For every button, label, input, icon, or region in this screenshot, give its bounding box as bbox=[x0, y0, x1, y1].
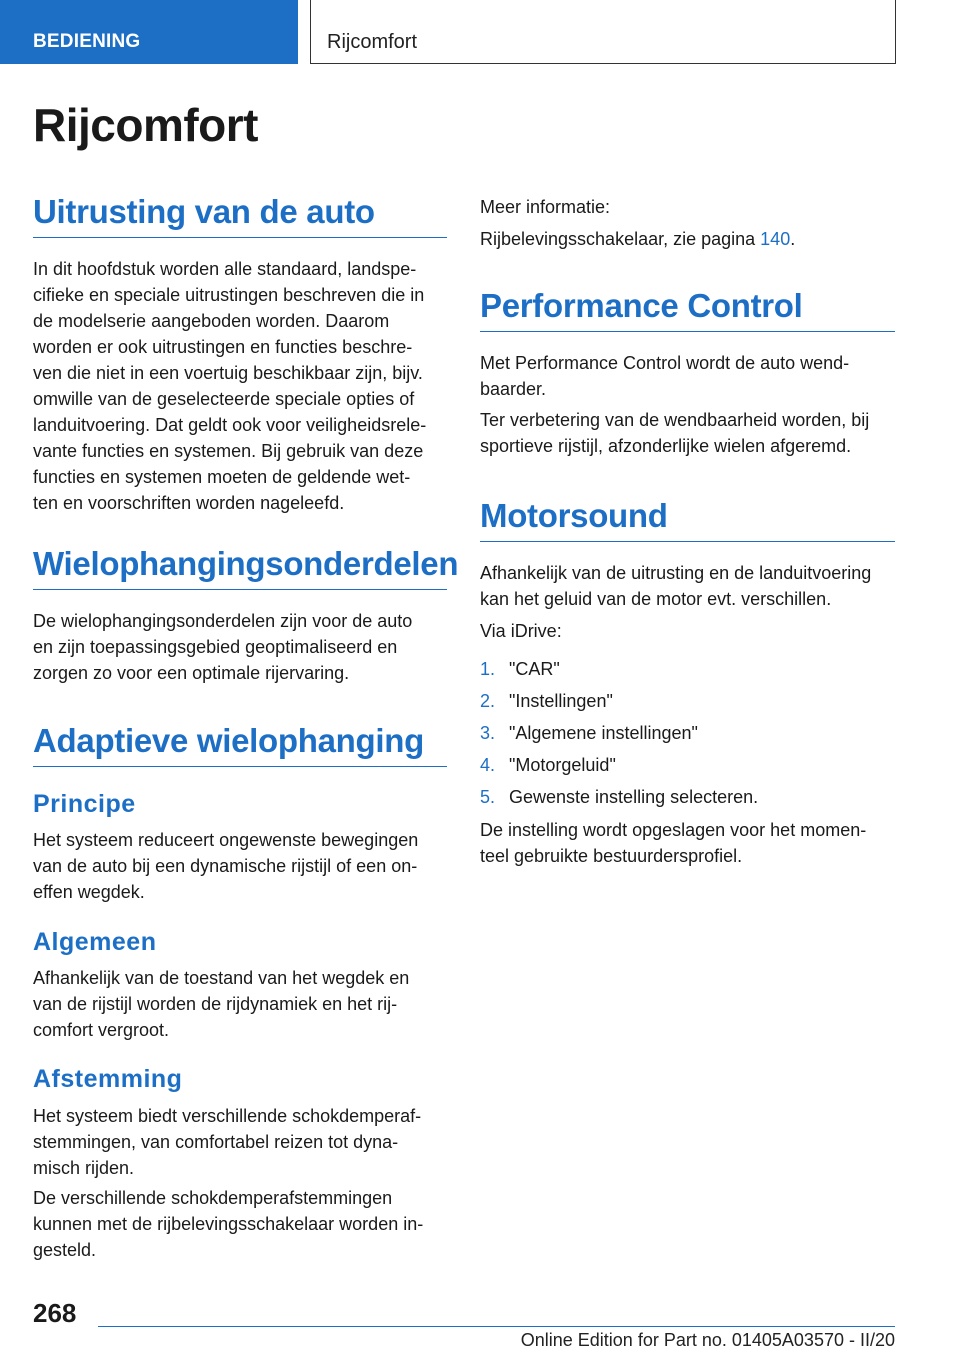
paragraph-performance-2: Ter verbetering van de wendbaarheid worden, bij sportieve rijstijl, afzonderlijke wielen afgeremd. bbox=[480, 410, 870, 456]
meer-informatie: Meer informatie: bbox=[480, 197, 611, 217]
list-item: 1. "CAR" bbox=[480, 659, 560, 679]
heading-principe: Principe bbox=[33, 790, 136, 818]
edition-note: Online Edition for Part no. 01405A03570 - II/20 bbox=[520, 1330, 895, 1350]
page-number: 268 bbox=[33, 1298, 77, 1328]
paragraph-uitrusting: In dit hoofdstuk worden alle standaard, landspe- cifieke en speciale uitrustingen beschreven die in de modelserie aangeboden worden. Daarom worden er ook uitrustingen en functies beschre- ven die niet in een voertuig beschikbaar zijn, bijv. omwille van de geselecteerde speciale opties of landuitvoering. Dat geldt ook voor veiligheidsrele- vante functies en systemen. Bij gebruik van deze functies en systemen moeten de geldende wet- ten en voorschriften worden nageleefd. bbox=[33, 259, 427, 513]
idrive-steps bbox=[480, 653, 895, 813]
paragraph-motorsound: Afhankelijk van de uitrusting en de landuitvoering kan het geluid van de motor evt. verschillen. bbox=[480, 563, 872, 609]
heading-wielophangingsonderdelen: Wielophangingsonderdelen bbox=[33, 545, 447, 590]
list-item: 2. "Instellingen" bbox=[480, 691, 613, 711]
paragraph-algemeen: Afhankelijk van de toestand van het wegdek en van de rijstijl worden de rijdynamiek en het rij- comfort vergroot. bbox=[33, 968, 410, 1040]
page-title: Rijcomfort bbox=[33, 99, 258, 151]
chapter-header: Rijcomfort bbox=[310, 0, 896, 64]
list-item: 4. "Motorgeluid" bbox=[480, 755, 616, 775]
heading-motorsound: Motorsound bbox=[480, 497, 895, 542]
paragraph-afstemming-2: De verschillende schokdemperafstemmingen kunnen met de rijbelevingsschakelaar worden in- gesteld. bbox=[33, 1188, 424, 1260]
paragraph-afstemming-1: Het systeem biedt verschillende schokdemperaf- stemmingen, van comfortabel reizen tot dyna- misch rijden. bbox=[33, 1106, 422, 1178]
heading-adaptieve-wielophanging: Adaptieve wielophanging bbox=[33, 722, 447, 767]
paragraph-principe: Het systeem reduceert ongewenste bewegingen van de auto bij een dynamische rijstijl of een on- effen wegdek. bbox=[33, 830, 419, 902]
paragraph-performance-1: Met Performance Control wordt de auto wend- baarder. bbox=[480, 353, 850, 399]
heading-uitrusting: Uitrusting van de auto bbox=[33, 193, 447, 238]
paragraph-wielophangingsonderdelen: De wielophangingsonderdelen zijn voor de auto en zijn toepassingsgebied geoptimaliseerd en zorgen zo voor een optimale rijervaring. bbox=[33, 611, 413, 683]
heading-afstemming: Afstemming bbox=[33, 1065, 183, 1093]
section-tab[interactable]: BEDIENING bbox=[0, 0, 298, 64]
via-idrive: Via iDrive: bbox=[480, 621, 562, 641]
list-item: 3. "Algemene instellingen" bbox=[480, 723, 698, 743]
paragraph-motorsound-2: De instelling wordt opgeslagen voor het momen- teel gebruikte bestuurdersprofiel. bbox=[480, 820, 867, 866]
list-item: 5. Gewenste instelling selecteren. bbox=[480, 787, 759, 807]
reference-line: Rijbelevingsschakelaar, zie pagina 140. bbox=[480, 229, 796, 249]
footer-divider bbox=[98, 1326, 895, 1327]
page-reference-link[interactable]: 140 bbox=[760, 229, 791, 249]
heading-algemeen: Algemeen bbox=[33, 928, 157, 956]
heading-performance-control: Performance Control bbox=[480, 287, 895, 332]
